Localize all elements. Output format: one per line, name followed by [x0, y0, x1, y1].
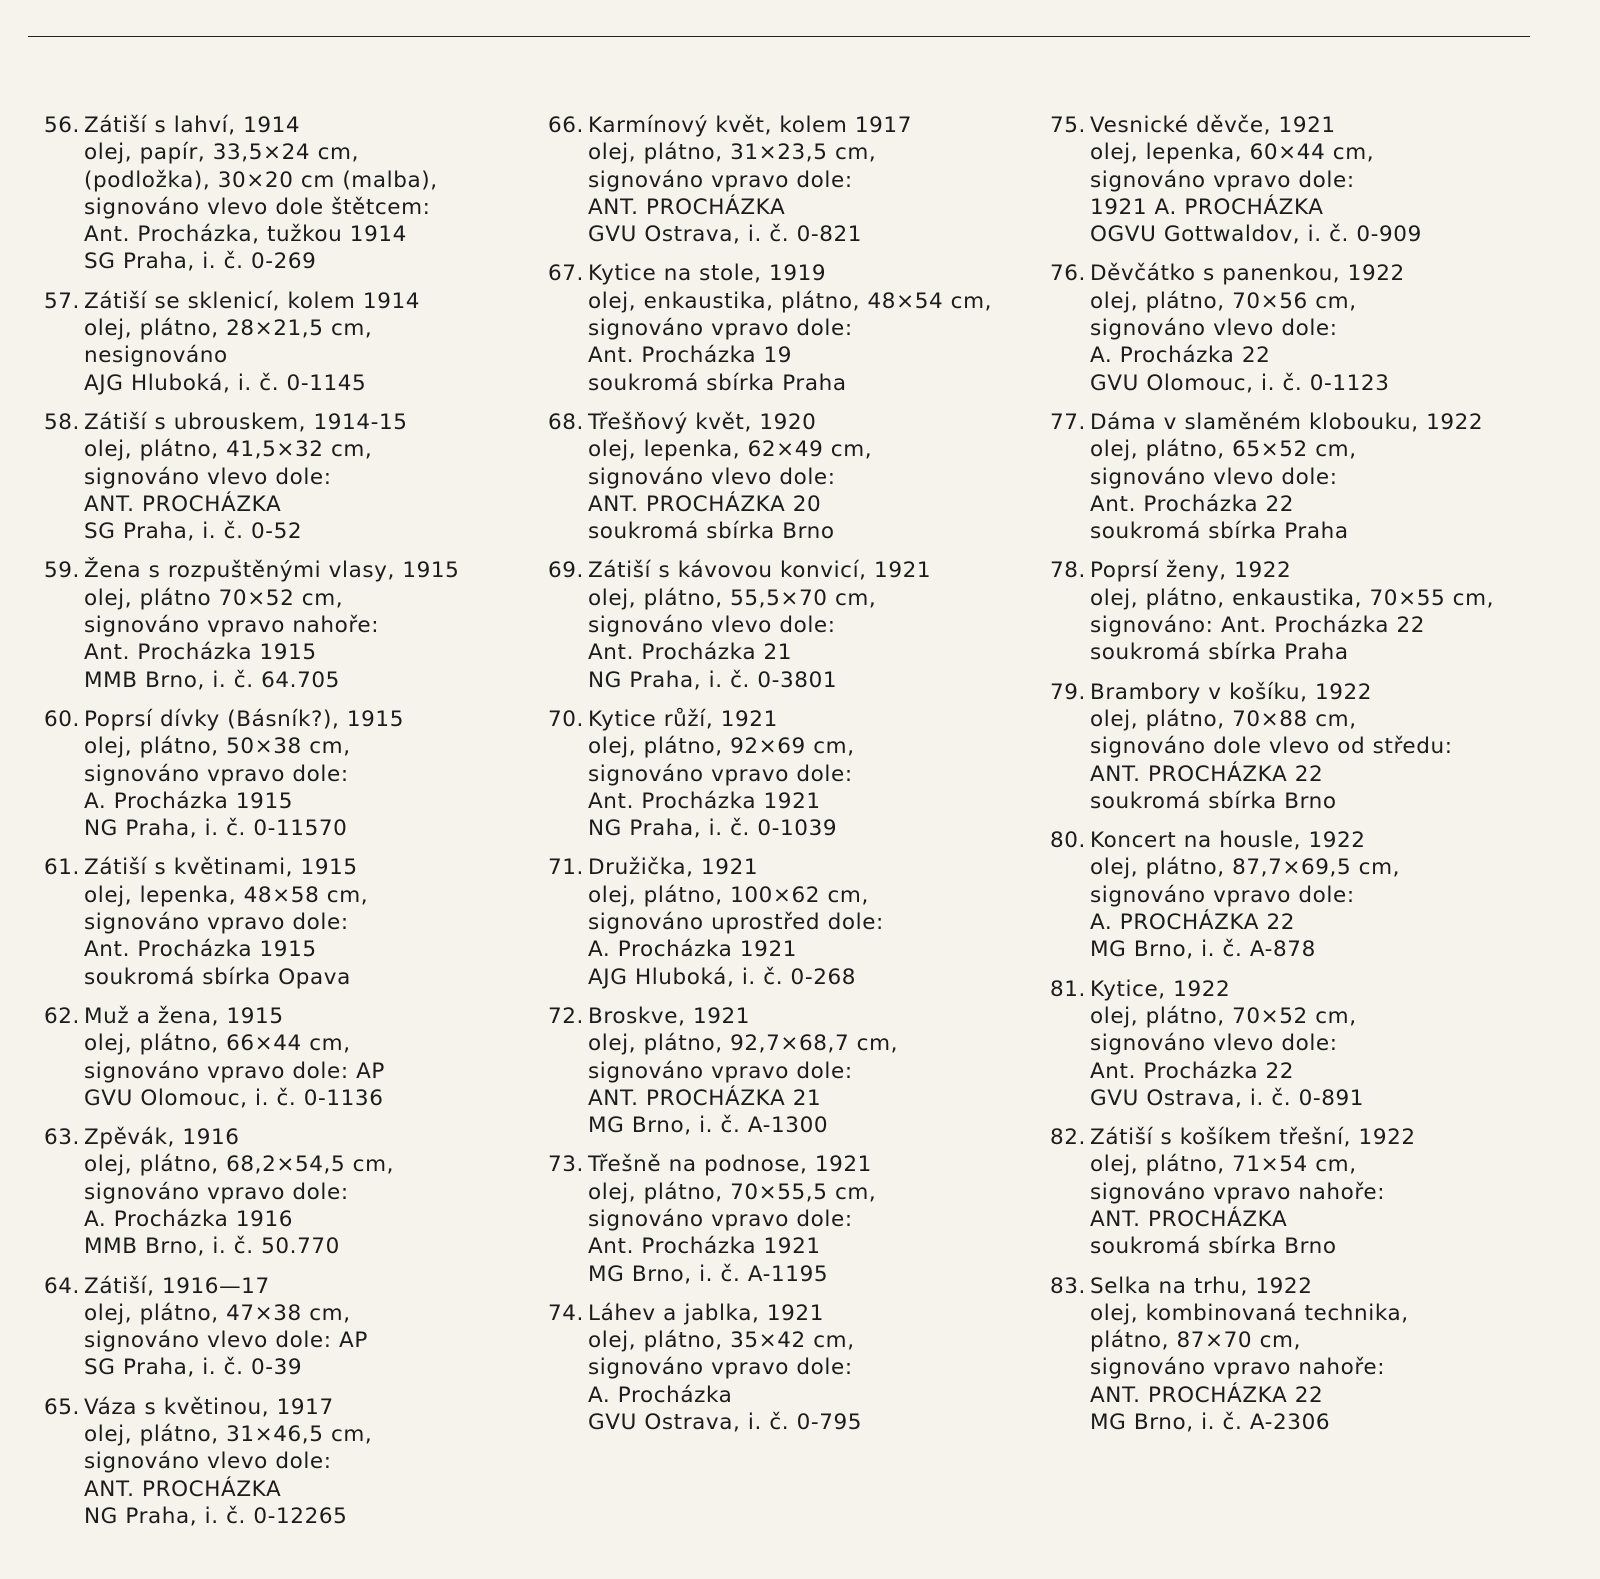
- entry-detail-line: NG Praha, i. č. 0-1039: [588, 816, 838, 842]
- entry-title: Poprsí dívky (Básník?), 1915: [84, 706, 404, 732]
- catalogue-entry: [36, 1003, 516, 1112]
- entry-title: Zpěvák, 1916: [84, 1125, 240, 1151]
- catalogue-entry: [1042, 976, 1562, 1112]
- entry-title: Dáma v slaměném klobouku, 1922: [1090, 409, 1484, 435]
- catalogue-entry: [540, 1300, 1020, 1436]
- entry-detail-line: ANT. PROCHÁZKA: [84, 1476, 282, 1502]
- entry-detail-line: MG Brno, i. č. A-2306: [1090, 1410, 1331, 1436]
- entry-number: 68.: [548, 409, 584, 435]
- entry-detail-line: signováno vpravo dole:: [588, 1058, 853, 1084]
- entry-detail-line: SG Praha, i. č. 0-52: [84, 519, 303, 545]
- entry-title: Broskve, 1921: [588, 1003, 751, 1029]
- entry-detail-line: olej, plátno, 70×55,5 cm,: [588, 1179, 877, 1205]
- entry-number: 79.: [1050, 679, 1086, 705]
- entry-number: 56.: [44, 113, 80, 138]
- entry-title: Brambory v košíku, 1922: [1090, 679, 1373, 705]
- catalogue-entry: [1042, 679, 1562, 815]
- entry-title: Vesnické děvče, 1921: [1090, 113, 1336, 138]
- entry-detail-line: (podložka), 30×20 cm (malba),: [84, 167, 438, 193]
- entry-detail-line: signováno vpravo dole:: [1090, 882, 1355, 908]
- entry-title: Zátiší s ubrouskem, 1914-15: [84, 409, 408, 435]
- entry-number: 66.: [548, 113, 584, 138]
- entry-number: 58.: [44, 409, 80, 435]
- entry-detail-line: olej, plátno, 70×56 cm,: [1090, 288, 1357, 314]
- entry-title: Zátiší s kávovou konvicí, 1921: [588, 558, 932, 584]
- catalogue-entry: [1042, 827, 1562, 963]
- entry-title: Kytice na stole, 1919: [588, 261, 827, 287]
- entry-detail-line: Ant. Procházka 1915: [84, 937, 317, 963]
- entry-detail-line: olej, plátno, 92,7×68,7 cm,: [588, 1031, 899, 1057]
- entry-number: 74.: [548, 1300, 584, 1326]
- entry-title: Děvčátko s panenkou, 1922: [1090, 261, 1405, 287]
- entry-detail-line: signováno vlevo dole:: [1090, 316, 1338, 342]
- entry-detail-line: olej, plátno, 31×46,5 cm,: [84, 1422, 373, 1448]
- entry-detail-line: soukromá sbírka Brno: [1090, 788, 1337, 814]
- entry-detail-line: signováno vpravo nahoře:: [1090, 1179, 1386, 1205]
- entry-detail-line: olej, plátno, 100×62 cm,: [588, 882, 869, 908]
- entry-detail-line: olej, plátno, 70×88 cm,: [1090, 706, 1357, 732]
- catalogue-entry: [1042, 409, 1562, 545]
- entry-detail-line: A. Procházka 22: [1090, 343, 1271, 369]
- entry-detail-line: MG Brno, i. č. A-878: [1090, 937, 1316, 963]
- entry-detail-line: olej, plátno, 41,5×32 cm,: [84, 437, 373, 463]
- catalogue-entry: [540, 1003, 1020, 1139]
- catalogue-entry: [540, 112, 1020, 248]
- entry-title: Zátiší s lahví, 1914: [84, 113, 301, 138]
- entry-detail-line: ANT. PROCHÁZKA 20: [588, 491, 822, 517]
- entry-detail-line: soukromá sbírka Praha: [1090, 640, 1349, 666]
- entry-title: Kytice, 1922: [1090, 976, 1231, 1002]
- column-2: [540, 112, 1020, 1448]
- entry-number: 67.: [548, 261, 584, 287]
- entry-detail-line: ANT. PROCHÁZKA: [84, 491, 282, 517]
- entry-detail-line: GVU Ostrava, i. č. 0-891: [1090, 1085, 1365, 1111]
- entry-detail-line: soukromá sbírka Brno: [588, 519, 835, 545]
- entry-detail-line: olej, plátno, 47×38 cm,: [84, 1300, 351, 1326]
- entry-detail-line: plátno, 87×70 cm,: [1090, 1328, 1302, 1354]
- catalogue-entry: [540, 706, 1020, 842]
- entry-detail-line: soukromá sbírka Opava: [84, 964, 351, 990]
- top-rule: [28, 36, 1530, 37]
- entry-number: 76.: [1050, 261, 1086, 287]
- entry-detail-line: GVU Ostrava, i. č. 0-795: [588, 1410, 863, 1436]
- entry-detail-line: signováno vpravo dole:: [588, 316, 853, 342]
- entry-title: Zátiší, 1916—17: [84, 1273, 270, 1299]
- entry-detail-line: signováno vpravo dole:: [588, 167, 853, 193]
- entry-detail-line: Ant. Procházka 22: [1090, 491, 1295, 517]
- entry-detail-line: Ant. Procházka 1915: [84, 640, 317, 666]
- entry-title: Zátiší se sklenicí, kolem 1914: [84, 288, 421, 314]
- entry-detail-line: olej, plátno, 31×23,5 cm,: [588, 140, 877, 166]
- catalogue-entry: [540, 260, 1020, 396]
- entry-number: 78.: [1050, 558, 1086, 584]
- entry-detail-line: olej, plátno, 35×42 cm,: [588, 1328, 855, 1354]
- catalogue-entry: [1042, 1124, 1562, 1260]
- entry-number: 81.: [1050, 976, 1086, 1002]
- entry-detail-line: olej, plátno, 92×69 cm,: [588, 734, 855, 760]
- entry-title: Zátiší s květinami, 1915: [84, 855, 358, 881]
- entry-detail-line: olej, plátno, 70×52 cm,: [1090, 1003, 1357, 1029]
- entry-detail-line: olej, lepenka, 48×58 cm,: [84, 882, 369, 908]
- entry-detail-line: olej, lepenka, 62×49 cm,: [588, 437, 873, 463]
- entry-detail-line: A. Procházka 1921: [588, 937, 798, 963]
- entry-detail-line: olej, papír, 33,5×24 cm,: [84, 140, 360, 166]
- entry-detail-line: olej, lepenka, 60×44 cm,: [1090, 140, 1375, 166]
- entry-number: 72.: [548, 1003, 584, 1029]
- entry-detail-line: GVU Olomouc, i. č. 0-1123: [1090, 370, 1390, 396]
- entry-detail-line: MG Brno, i. č. A-1195: [588, 1261, 829, 1287]
- entry-title: Zátiší s košíkem třešní, 1922: [1090, 1125, 1416, 1151]
- entry-detail-line: signováno vpravo dole:: [588, 1355, 853, 1381]
- entry-detail-line: A. Procházka 1915: [84, 788, 294, 814]
- entry-title: Družička, 1921: [588, 855, 759, 881]
- entry-detail-line: soukromá sbírka Praha: [1090, 519, 1349, 545]
- entry-detail-line: olej, plátno, 28×21,5 cm,: [84, 316, 373, 342]
- catalogue-entry: [36, 112, 516, 276]
- entry-number: 77.: [1050, 409, 1086, 435]
- entry-detail-line: olej, enkaustika, plátno, 48×54 cm,: [588, 288, 993, 314]
- catalogue-entry: [36, 1124, 516, 1260]
- entry-number: 59.: [44, 558, 80, 584]
- catalogue-entry: [1042, 1273, 1562, 1437]
- catalogue-entry: [36, 854, 516, 990]
- entry-number: 70.: [548, 706, 584, 732]
- entry-detail-line: signováno vlevo dole: AP: [84, 1328, 368, 1354]
- entry-detail-line: ANT. PROCHÁZKA 21: [588, 1085, 822, 1111]
- entry-detail-line: signováno dole vlevo od středu:: [1090, 734, 1453, 760]
- entry-detail-line: Ant. Procházka 21: [588, 640, 793, 666]
- entry-detail-line: NG Praha, i. č. 0-3801: [588, 667, 838, 693]
- entry-number: 63.: [44, 1125, 80, 1151]
- entry-detail-line: signováno vlevo dole štětcem:: [84, 194, 431, 220]
- entry-detail-line: A. Procházka 1916: [84, 1206, 294, 1232]
- entry-detail-line: olej, kombinovaná technika,: [1090, 1300, 1409, 1326]
- entry-title: Třešně na podnose, 1921: [588, 1152, 872, 1178]
- entry-detail-line: signováno vlevo dole:: [1090, 464, 1338, 490]
- entry-detail-line: signováno vlevo dole:: [84, 464, 332, 490]
- entry-detail-line: 1921 A. PROCHÁZKA: [1090, 194, 1324, 220]
- entry-detail-line: signováno uprostřed dole:: [588, 910, 884, 936]
- entry-detail-line: ANT. PROCHÁZKA: [588, 194, 786, 220]
- catalogue-entry: [540, 854, 1020, 990]
- entry-detail-line: signováno vlevo dole:: [588, 613, 836, 639]
- entry-detail-line: AJG Hluboká, i. č. 0-268: [588, 964, 857, 990]
- entry-detail-line: Ant. Procházka 1921: [588, 788, 821, 814]
- entry-detail-line: signováno vpravo dole:: [1090, 167, 1355, 193]
- entry-detail-line: Ant. Procházka 22: [1090, 1058, 1295, 1084]
- entry-detail-line: olej, plátno, 68,2×54,5 cm,: [84, 1152, 395, 1178]
- entry-detail-line: olej, plátno, 71×54 cm,: [1090, 1152, 1357, 1178]
- entry-detail-line: signováno vpravo nahoře:: [1090, 1355, 1386, 1381]
- entry-detail-line: olej, plátno, 66×44 cm,: [84, 1031, 351, 1057]
- entry-detail-line: soukromá sbírka Praha: [588, 370, 847, 396]
- entry-number: 62.: [44, 1003, 80, 1029]
- catalogue-entry: [540, 557, 1020, 693]
- catalogue-entry: [36, 706, 516, 842]
- entry-detail-line: olej, plátno, enkaustika, 70×55 cm,: [1090, 585, 1495, 611]
- entry-detail-line: NG Praha, i. č. 0-11570: [84, 816, 348, 842]
- column-1: [36, 112, 516, 1542]
- entry-detail-line: olej, plátno, 65×52 cm,: [1090, 437, 1357, 463]
- entry-number: 57.: [44, 288, 80, 314]
- entry-detail-line: GVU Olomouc, i. č. 0-1136: [84, 1085, 384, 1111]
- entry-number: 80.: [1050, 828, 1086, 854]
- entry-detail-line: signováno vpravo dole:: [84, 761, 349, 787]
- entry-detail-line: MG Brno, i. č. A-1300: [588, 1113, 829, 1139]
- entry-detail-line: signováno vlevo dole:: [84, 1449, 332, 1475]
- entry-detail-line: MMB Brno, i. č. 64.705: [84, 667, 340, 693]
- entry-detail-line: ANT. PROCHÁZKA 22: [1090, 761, 1324, 787]
- catalogue-entry: [1042, 260, 1562, 396]
- entry-detail-line: signováno vpravo nahoře:: [84, 613, 380, 639]
- entry-detail-line: olej, plátno, 87,7×69,5 cm,: [1090, 855, 1401, 881]
- entry-detail-line: soukromá sbírka Brno: [1090, 1234, 1337, 1260]
- entry-title: Muž a žena, 1915: [84, 1003, 284, 1029]
- entry-number: 73.: [548, 1152, 584, 1178]
- entry-detail-line: A. Procházka: [588, 1382, 733, 1408]
- entry-detail-line: A. PROCHÁZKA 22: [1090, 910, 1296, 936]
- catalogue-entry: [1042, 112, 1562, 248]
- entry-title: Koncert na housle, 1922: [1090, 828, 1366, 854]
- entry-number: 75.: [1050, 113, 1086, 138]
- entry-number: 69.: [548, 558, 584, 584]
- catalogue-entry: [1042, 557, 1562, 666]
- entry-title: Třešňový květ, 1920: [588, 409, 817, 435]
- entry-title: Kytice růží, 1921: [588, 706, 778, 732]
- column-3: [1042, 112, 1562, 1448]
- entry-detail-line: MMB Brno, i. č. 50.770: [84, 1234, 340, 1260]
- entry-number: 82.: [1050, 1125, 1086, 1151]
- catalogue-entry: [36, 409, 516, 545]
- catalogue-entry: [540, 409, 1020, 545]
- entry-detail-line: signováno: Ant. Procházka 22: [1090, 613, 1426, 639]
- entry-detail-line: NG Praha, i. č. 0-12265: [84, 1503, 348, 1529]
- entry-number: 61.: [44, 855, 80, 881]
- entry-detail-line: olej, plátno, 55,5×70 cm,: [588, 585, 877, 611]
- entry-number: 71.: [548, 855, 584, 881]
- entry-detail-line: SG Praha, i. č. 0-269: [84, 249, 317, 275]
- entry-number: 83.: [1050, 1273, 1086, 1299]
- entry-detail-line: SG Praha, i. č. 0-39: [84, 1355, 303, 1381]
- entry-number: 60.: [44, 706, 80, 732]
- entry-detail-line: signováno vpravo dole:: [588, 1206, 853, 1232]
- catalogue-entry: [36, 1394, 516, 1530]
- catalogue-entry: [36, 557, 516, 693]
- catalogue-entry: [36, 288, 516, 397]
- entry-title: Láhev a jablka, 1921: [588, 1300, 824, 1326]
- entry-title: Selka na trhu, 1922: [1090, 1273, 1313, 1299]
- entry-detail-line: signováno vpravo dole:: [84, 910, 349, 936]
- entry-number: 65.: [44, 1394, 80, 1420]
- entry-detail-line: AJG Hluboká, i. č. 0-1145: [84, 370, 367, 396]
- entry-detail-line: olej, plátno 70×52 cm,: [84, 585, 344, 611]
- entry-detail-line: nesignováno: [84, 343, 228, 369]
- entry-title: Žena s rozpuštěnými vlasy, 1915: [84, 558, 460, 584]
- entry-detail-line: ANT. PROCHÁZKA: [1090, 1206, 1288, 1232]
- entry-title: Poprsí ženy, 1922: [1090, 558, 1292, 584]
- entry-detail-line: signováno vlevo dole:: [1090, 1031, 1338, 1057]
- entry-detail-line: signováno vpravo dole: AP: [84, 1058, 385, 1084]
- catalogue-entry: [540, 1151, 1020, 1287]
- entry-detail-line: GVU Ostrava, i. č. 0-821: [588, 222, 863, 248]
- entry-detail-line: Ant. Procházka 19: [588, 343, 793, 369]
- entry-detail-line: olej, plátno, 50×38 cm,: [84, 734, 351, 760]
- entry-detail-line: OGVU Gottwaldov, i. č. 0-909: [1090, 222, 1422, 248]
- entry-title: Váza s květinou, 1917: [84, 1394, 334, 1420]
- entry-detail-line: ANT. PROCHÁZKA 22: [1090, 1382, 1324, 1408]
- entry-detail-line: signováno vlevo dole:: [588, 464, 836, 490]
- entry-detail-line: signováno vpravo dole:: [588, 761, 853, 787]
- catalogue-entry: [36, 1273, 516, 1382]
- entry-detail-line: Ant. Procházka 1921: [588, 1234, 821, 1260]
- entry-detail-line: signováno vpravo dole:: [84, 1179, 349, 1205]
- entry-number: 64.: [44, 1273, 80, 1299]
- entry-title: Karmínový květ, kolem 1917: [588, 113, 912, 138]
- entry-detail-line: Ant. Procházka, tužkou 1914: [84, 222, 407, 248]
